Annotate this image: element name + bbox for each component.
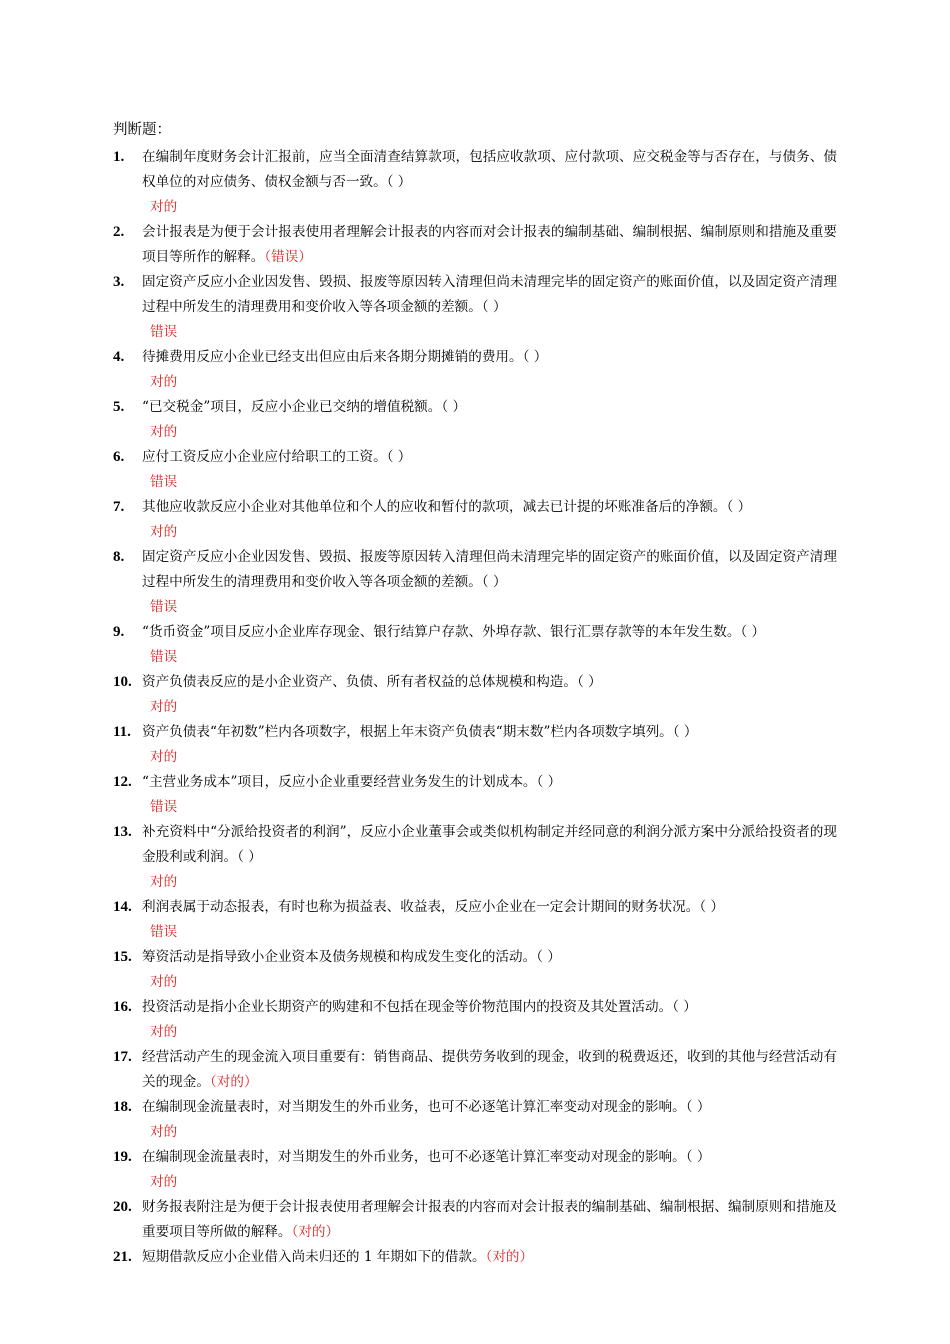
question-text-block	[142, 395, 837, 420]
question-text: 经营活动产生的现金流入项目重要有：销售商品、提供劳务收到的现金，收到的税费返还，收到的其他与经营活动有关的现金。	[142, 1049, 837, 1090]
question-text-block	[142, 495, 837, 520]
question-text: “已交税金”项目，反应小企业已交纳的增值税额。（ ）	[142, 399, 467, 415]
answer-label: 对的	[150, 524, 178, 540]
question-row	[113, 1245, 837, 1270]
question-row	[113, 720, 837, 745]
answer-label: 对的	[150, 1124, 178, 1140]
question-number: 11.	[113, 724, 131, 740]
question-number: 7.	[113, 499, 125, 515]
question-row	[113, 545, 837, 595]
document-page	[113, 120, 837, 1270]
answer-label: 对的	[150, 874, 178, 890]
question-item	[113, 1195, 837, 1245]
question-text: “主营业务成本”项目，反应小企业重要经营业务发生的计划成本。（ ）	[142, 774, 562, 790]
answer-label: 对的	[150, 199, 178, 215]
question-row	[113, 270, 837, 320]
question-item	[113, 545, 837, 620]
answer-label: 对的	[150, 699, 178, 715]
question-text: 固定资产反应小企业因发售、毁损、报废等原因转入清理但尚未清理完毕的固定资产的账面价值，以及固定资产清理过程中所发生的清理费用和变价收入等各项金额的差额。（ ）	[142, 549, 837, 590]
question-number: 2.	[113, 224, 125, 240]
answer-label: 对的	[150, 374, 178, 390]
question-text-block	[142, 445, 837, 470]
question-item	[113, 345, 837, 395]
question-item	[113, 1145, 837, 1195]
question-text: 资产负债表反应的是小企业资产、负债、所有者权益的总体规模和构造。（ ）	[142, 674, 602, 690]
question-item	[113, 1245, 837, 1270]
question-text: “货币资金”项目反应小企业库存现金、银行结算户存款、外埠存款、银行汇票存款等的本年发生数。（ ）	[142, 624, 766, 640]
question-number: 17.	[113, 1049, 132, 1065]
question-text-block	[142, 545, 837, 595]
answer-label: 错误	[150, 474, 178, 490]
question-row	[113, 1195, 837, 1245]
question-number: 15.	[113, 949, 132, 965]
question-row	[113, 1095, 837, 1120]
question-text: 会计报表是为便于会计报表使用者理解会计报表的内容而对会计报表的编制基础、编制根据、编制原则和措施及重要项目等所作的解释。	[142, 224, 837, 265]
question-row	[113, 495, 837, 520]
question-text: 短期借款反应小企业借入尚未归还的 1 年期如下的借款。	[142, 1249, 486, 1265]
question-text: 财务报表附注是为便于会计报表使用者理解会计报表的内容而对会计报表的编制基础、编制根据、编制原则和措施及重要项目等所做的解释。	[142, 1199, 837, 1240]
answer-label: 错误	[150, 924, 178, 940]
answer-label: 对的	[150, 749, 178, 765]
question-row	[113, 445, 837, 470]
inline-answer: （对的）	[485, 1249, 534, 1265]
question-number: 8.	[113, 549, 125, 565]
question-number: 3.	[113, 274, 125, 290]
question-item	[113, 1095, 837, 1145]
answer-label: 对的	[150, 1024, 178, 1040]
question-item	[113, 770, 837, 820]
question-text: 待摊费用反应小企业已经支出但应由后来各期分期摊销的费用。（ ）	[142, 349, 548, 365]
answer-label: 错误	[150, 799, 178, 815]
question-row	[113, 995, 837, 1020]
question-item	[113, 945, 837, 995]
question-row	[113, 620, 837, 645]
question-text-block	[142, 145, 837, 195]
question-text-block	[142, 670, 837, 695]
question-number: 20.	[113, 1199, 132, 1215]
question-text: 在编制年度财务会计汇报前，应当全面清查结算款项，包括应收款项、应付款项、应交税金等与否存在，与债务、债权单位的对应债务、债权金额与否一致。（ ）	[142, 149, 837, 190]
section-heading: 判断题：	[113, 122, 171, 138]
question-text-block	[142, 895, 837, 920]
inline-answer: （错误）	[264, 249, 312, 265]
question-text-block	[142, 1145, 837, 1170]
question-text: 筹资活动是指导致小企业资本及债务规模和构成发生变化的活动。（ ）	[142, 949, 561, 965]
question-text: 在编制现金流量表时，对当期发生的外币业务，也可不必逐笔计算汇率变动对现金的影响。（ ）	[142, 1149, 711, 1165]
answer-label: 对的	[150, 1174, 178, 1190]
question-item	[113, 670, 837, 720]
inline-answer: （对的）	[209, 1074, 258, 1090]
question-text-block	[142, 820, 837, 870]
question-item	[113, 445, 837, 495]
question-row	[113, 220, 837, 270]
question-text-block	[142, 720, 837, 745]
inline-answer: （对的）	[291, 1224, 340, 1240]
question-item	[113, 1045, 837, 1095]
question-item	[113, 220, 837, 270]
answer-label: 对的	[150, 974, 178, 990]
question-text-block	[142, 620, 837, 645]
question-text-block	[142, 345, 837, 370]
question-text-block	[142, 1245, 837, 1270]
question-row	[113, 770, 837, 795]
question-text-block	[142, 945, 837, 970]
question-row	[113, 1045, 837, 1095]
answer-label: 错误	[150, 599, 178, 615]
question-text: 补充资料中“分派给投资者的利润”，反应小企业董事会或类似机构制定并经同意的利润分派方案中分派给投资者的现金股利或利润。（ ）	[142, 824, 837, 865]
question-item	[113, 620, 837, 670]
question-row	[113, 395, 837, 420]
question-text: 利润表属于动态报表，有时也称为损益表、收益表，反应小企业在一定会计期间的财务状况。（ ）	[142, 899, 725, 915]
question-number: 6.	[113, 449, 125, 465]
question-item	[113, 395, 837, 445]
question-number: 13.	[113, 824, 132, 840]
question-text-block	[142, 1045, 837, 1095]
question-item	[113, 495, 837, 545]
question-item	[113, 145, 837, 220]
question-text: 其他应收款反应小企业对其他单位和个人的应收和暂付的款项，减去已计提的坏账准备后的净额。（ ）	[142, 499, 752, 515]
question-text: 应付工资反应小企业应付给职工的工资。（ ）	[142, 449, 412, 465]
question-text: 固定资产反应小企业因发售、毁损、报废等原因转入清理但尚未清理完毕的固定资产的账面价值，以及固定资产清理过程中所发生的清理费用和变价收入等各项金额的差额。（ ）	[142, 274, 837, 315]
question-number: 9.	[113, 624, 125, 640]
question-row	[113, 345, 837, 370]
question-number: 4.	[113, 349, 125, 365]
question-number: 16.	[113, 999, 132, 1015]
question-item	[113, 270, 837, 345]
question-number: 18.	[113, 1099, 132, 1115]
question-number: 19.	[113, 1149, 132, 1165]
question-text-block	[142, 1095, 837, 1120]
question-list	[113, 145, 837, 1270]
question-item	[113, 820, 837, 895]
question-text-block	[142, 270, 837, 320]
question-row	[113, 945, 837, 970]
question-text-block	[142, 1195, 837, 1245]
question-number: 12.	[113, 774, 132, 790]
question-item	[113, 995, 837, 1045]
question-number: 21.	[113, 1249, 132, 1265]
question-item	[113, 895, 837, 945]
question-text-block	[142, 220, 837, 270]
question-number: 10.	[113, 674, 132, 690]
answer-label: 对的	[150, 424, 178, 440]
question-text: 资产负债表“年初数”栏内各项数字，根据上年末资产负债表“期末数”栏内各项数字填列。（ ）	[142, 724, 698, 740]
question-text: 在编制现金流量表时，对当期发生的外币业务，也可不必逐笔计算汇率变动对现金的影响。（ ）	[142, 1099, 711, 1115]
question-text: 投资活动是指小企业长期资产的购建和不包括在现金等价物范围内的投资及其处置活动。（ ）	[142, 999, 697, 1015]
answer-label: 错误	[150, 649, 178, 665]
question-row	[113, 670, 837, 695]
question-item	[113, 720, 837, 770]
question-text-block	[142, 995, 837, 1020]
question-number: 14.	[113, 899, 132, 915]
question-row	[113, 820, 837, 870]
question-row	[113, 1145, 837, 1170]
question-row	[113, 145, 837, 195]
question-number: 1.	[113, 149, 125, 165]
question-number: 5.	[113, 399, 125, 415]
answer-label: 错误	[150, 324, 178, 340]
question-row	[113, 895, 837, 920]
question-text-block	[142, 770, 837, 795]
